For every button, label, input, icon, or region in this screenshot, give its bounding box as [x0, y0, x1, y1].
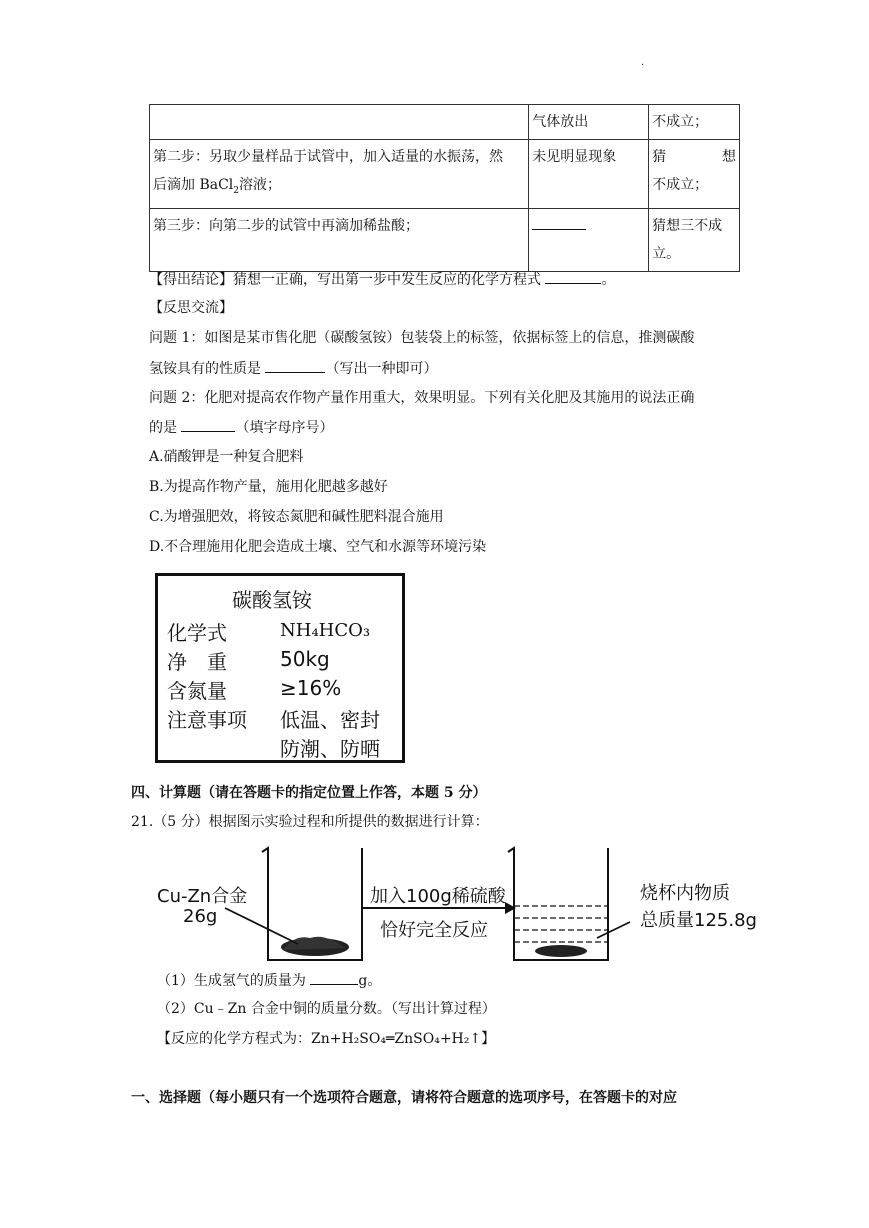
- figure-left-label-1: Cu-Zn合金: [157, 886, 248, 907]
- table-cell: [150, 208, 529, 271]
- cell-text-line: 后滴加 BaCl$_2$溶液；: [153, 177, 282, 196]
- cell-text: 立。: [652, 245, 681, 262]
- table-row: [150, 105, 740, 140]
- sub-question-2: （2）Cu﹣Zn 合金中铜的质量分数。（写出计算过程）: [157, 1001, 496, 1017]
- question-1-line2: 氢铵具有的性质是 （写出一种即可）: [149, 358, 437, 379]
- figure-right-label-2: 总质量125.8g: [640, 910, 757, 931]
- label-value: 防潮、防晒: [280, 737, 380, 761]
- cell-text: 不成立；: [652, 114, 709, 130]
- conclusion-line: 【得出结论】猜想一正确，写出第一步中发生反应的化学方程式 。: [149, 269, 615, 290]
- label-key: 含氮量: [167, 679, 227, 703]
- question-2-line2: 的是 （填字母序号）: [149, 417, 333, 438]
- question-1-line1: 问题 1：如图是某市售化肥（碳酸氢铵）包装袋上的标签，依据标签上的信息，推测碳酸: [149, 330, 695, 346]
- conclusion-text: 【得出结论】猜想一正确，写出第一步中发生反应的化学方程式: [149, 272, 541, 288]
- experiment-table: [149, 104, 740, 272]
- answer-blank[interactable]: [310, 970, 358, 985]
- beaker-right-icon: [508, 848, 608, 960]
- table-cell: [529, 208, 649, 271]
- sub-question-1: （1）生成氢气的质量为 g。: [157, 970, 381, 991]
- table-row: [150, 140, 740, 209]
- figure-left-label-2: 26g: [183, 906, 218, 927]
- label-key: 净 重: [167, 650, 227, 674]
- question-21: 21.（5 分）根据图示实验过程和所提供的数据进行计算：: [131, 814, 489, 830]
- option-d: D.不合理施用化肥会造成土壤、空气和水源等环境污染: [149, 539, 487, 555]
- table-cell: [649, 105, 740, 140]
- label-key: 化学式: [167, 621, 227, 645]
- section-1-title: 一、选择题（每小题只有一个选项符合题意，请将符合题意的选项序号，在答题卡的对应: [131, 1090, 677, 1106]
- cell-text: 未见明显现象: [532, 149, 617, 165]
- cell-text: 猜想三不成: [652, 217, 723, 234]
- label-title: 碳酸氢铵: [232, 588, 312, 612]
- answer-blank[interactable]: [532, 215, 586, 230]
- cell-text-line: 猜 想: [652, 149, 736, 165]
- table-cell: [150, 140, 529, 209]
- reaction-equation: 【反应的化学方程式为：Zn+H₂SO₄═ZnSO₄+H₂↑】: [157, 1031, 496, 1047]
- residue-pile-icon: [535, 945, 587, 957]
- label-value: 50kg: [280, 647, 330, 671]
- label-value: ≥16%: [280, 676, 342, 700]
- figure-arrow-top: 加入100g稀硫酸: [370, 886, 506, 907]
- figure-arrow-bottom: 恰好完全反应: [380, 920, 488, 941]
- table-cell: [529, 140, 649, 209]
- table-cell: [529, 105, 649, 140]
- fertilizer-label: [155, 573, 405, 763]
- label-key: 注意事项: [167, 708, 247, 732]
- answer-blank[interactable]: [545, 269, 601, 284]
- option-a: A.硝酸钾是一种复合肥料: [149, 449, 304, 465]
- question-2-line1: 问题 2：化肥对提高农作物产量作用重大，效果明显。下列有关化肥及其施用的说法正确: [149, 390, 695, 406]
- answer-blank[interactable]: [265, 358, 325, 373]
- cell-text: 气体放出: [532, 114, 589, 130]
- section-4-title: 四、计算题（请在答题卡的指定位置上作答，本题 5 分）: [131, 785, 487, 801]
- option-b: B.为提高作物产量，施用化肥越多越好: [149, 479, 388, 495]
- table-cell: [649, 208, 740, 271]
- table-row: [150, 208, 740, 271]
- table-cell: [150, 105, 529, 140]
- cell-text: 第三步：向第二步的试管中再滴加稀盐酸；: [153, 217, 419, 234]
- label-value: 低温、密封: [280, 708, 380, 732]
- option-c: C.为增强肥效，将铵态氮肥和碱性肥料混合施用: [149, 509, 444, 525]
- answer-blank[interactable]: [181, 417, 235, 432]
- label-value: NH₄HCO₃: [280, 620, 371, 641]
- table-cell: [649, 140, 740, 209]
- cell-text: 不成立；: [652, 177, 709, 193]
- page-marker: ·: [641, 60, 645, 71]
- figure-right-label-1: 烧杯内物质: [640, 883, 730, 904]
- reflection-title: 【反思交流】: [149, 300, 233, 316]
- cell-text: 第二步：另取少量样品于试管中，加入适量的水振荡，然: [153, 149, 503, 165]
